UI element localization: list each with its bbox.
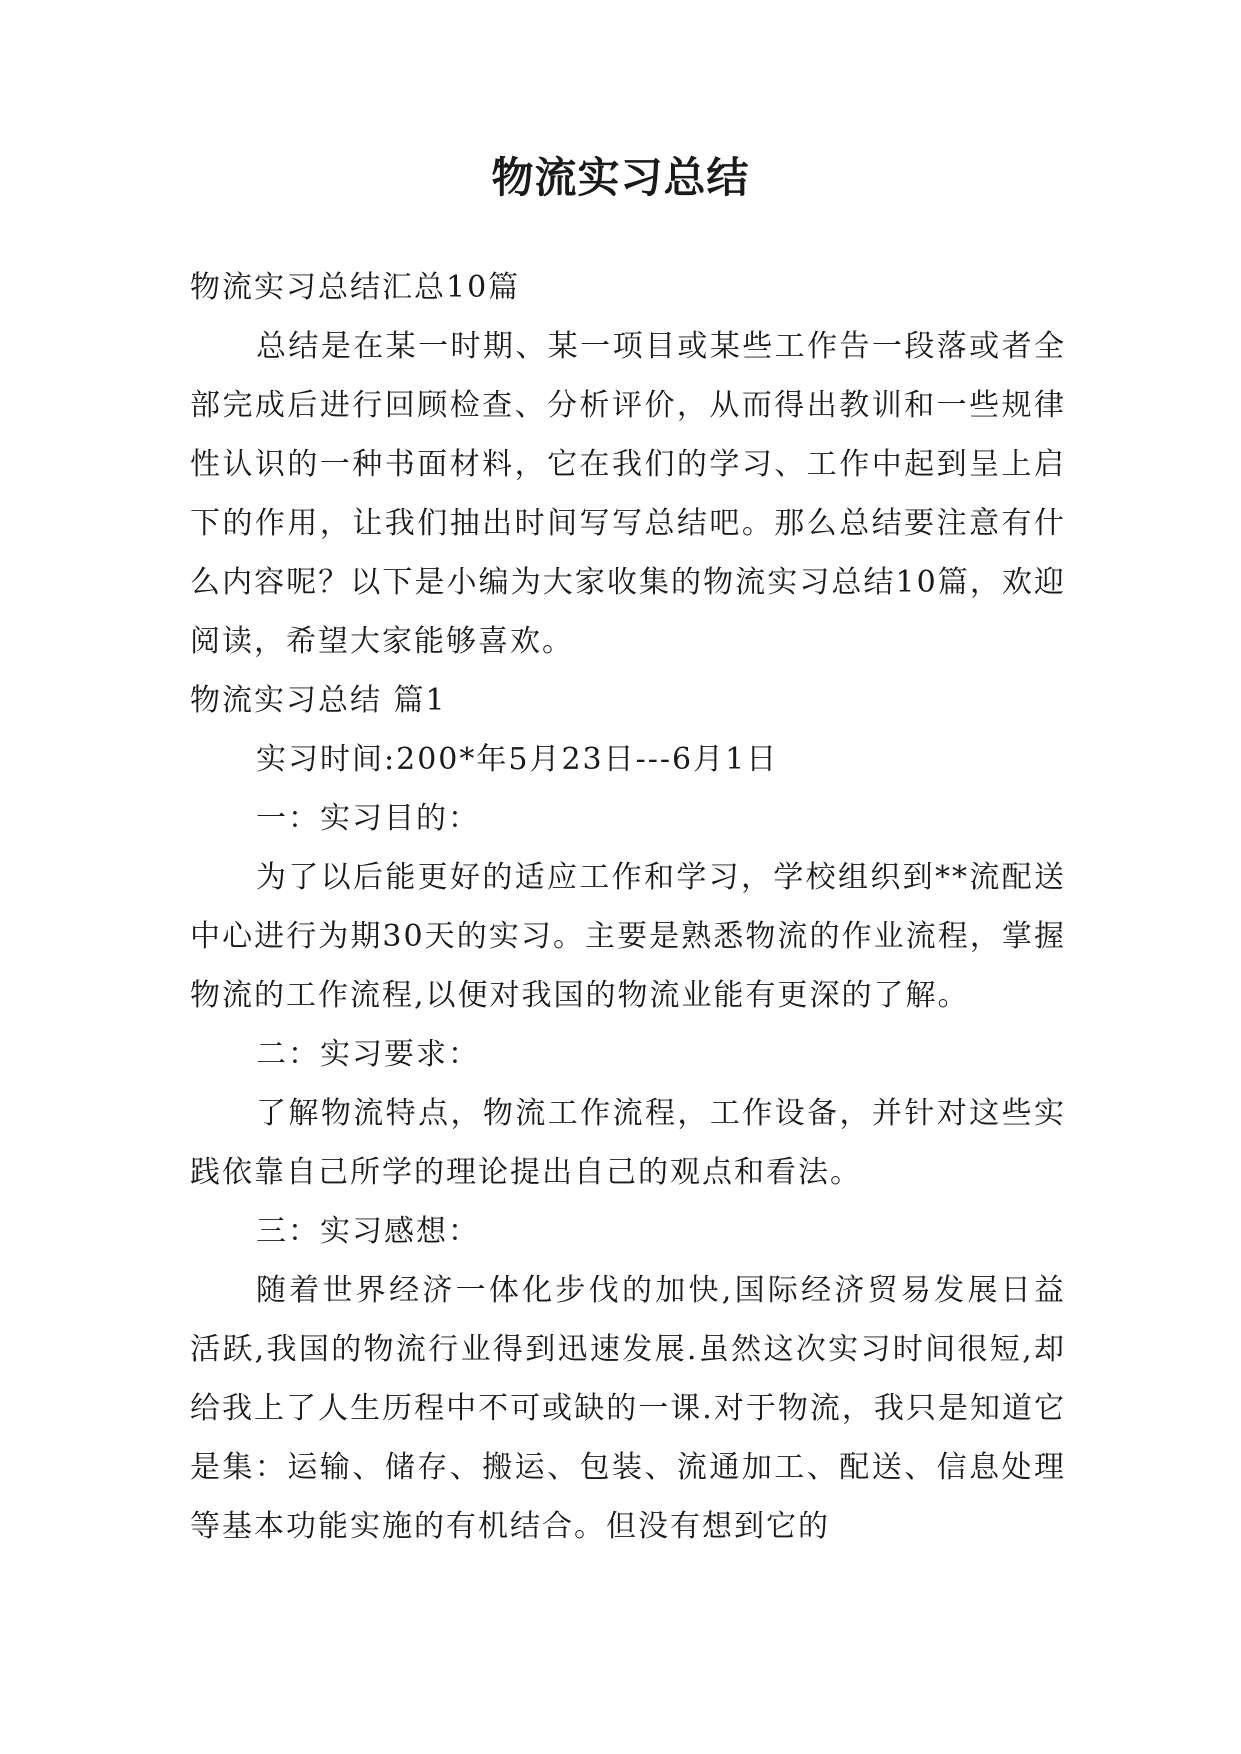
document-title: 物流实习总结 [491,153,750,202]
heading-purpose: 一：实习目的： [256,801,480,836]
paragraph-internship-time: 实习时间:200*年5月23日---6月1日 [256,742,779,777]
paragraph-requirements: 了解物流特点，物流工作流程，工作设备，并针对这些实践依靠自己所学的理论提出自己的观点和看法。 [190,1096,1066,1190]
paragraph-purpose: 为了以后能更好的适应工作和学习，学校组织到**流配送中心进行为期30天的实习。主要是熟悉物流的作业流程，掌握物流的工作流程,以便对我国的物流业能有更深的了解。 [190,860,1066,1013]
document-body [190,258,1066,1556]
section-heading: 物流实习总结 篇1 [190,683,447,718]
heading-reflections: 三：实习感想： [256,1214,480,1249]
paragraph-intro: 总结是在某一时期、某一项目或某些工作告一段落或者全部完成后进行回顾检查、分析评价，从而得出教训和一些规律性认识的一种书面材料，它在我们的学习、工作中起到呈上启下的作用，让我们抽出时间写写总结吧。那么总结要注意有什么内容呢？以下是小编为大家收集的物流实习总结10篇，欢迎阅读，希望大家能够喜欢。 [190,329,1066,659]
paragraph-reflections: 随着世界经济一体化步伐的加快,国际经济贸易发展日益活跃,我国的物流行业得到迅速发展.虽然这次实习时间很短,却给我上了人生历程中不可或缺的一课.对于物流，我只是知道它是集：运输、储存、搬运、包装、流通加工、配送、信息处理等基本功能实施的有机结合。但没有想到它的 [190,1273,1066,1544]
heading-requirements: 二：实习要求： [256,1037,480,1072]
paragraph-subtitle: 物流实习总结汇总10篇 [190,270,521,305]
